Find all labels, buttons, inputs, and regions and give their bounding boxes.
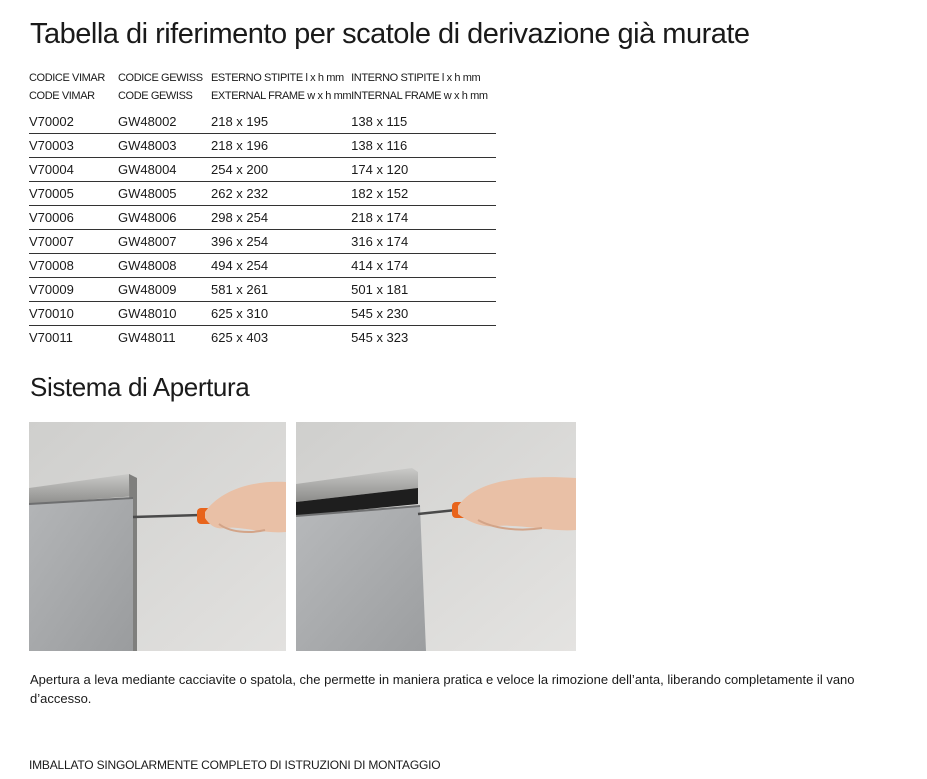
table-row xyxy=(29,182,496,206)
cell-code-vimar: V70008 xyxy=(29,254,118,278)
cell-internal-frame: 138 x 115 xyxy=(351,110,496,134)
cell-external-frame: 625 x 403 xyxy=(211,330,269,345)
cell-internal-frame: 545 x 323 xyxy=(351,330,409,345)
photo-lever-closed xyxy=(29,422,286,651)
column-header-gewiss xyxy=(118,69,211,110)
cell-external-frame: 581 x 261 xyxy=(211,278,351,302)
cell-internal-frame: 501 x 181 xyxy=(351,278,496,302)
cell-code-vimar: V70006 xyxy=(29,206,118,230)
cell-internal-frame: 316 x 174 xyxy=(351,230,496,254)
header-label-en: CODE GEWISS xyxy=(118,90,193,102)
cell-code-vimar: V70007 xyxy=(29,230,118,254)
cover-panel xyxy=(296,506,426,651)
cell-internal-frame: 545 x 230 xyxy=(351,302,496,326)
table-row xyxy=(29,326,496,350)
header-label-it: CODICE VIMAR xyxy=(29,72,105,84)
header-label-it: ESTERNO STIPITE l x h mm xyxy=(211,72,344,84)
cell-code-gewiss: GW48010 xyxy=(118,302,211,326)
cell-internal-frame: 138 x 116 xyxy=(351,134,496,158)
cover-panel xyxy=(29,498,133,651)
cell-code-vimar: V70004 xyxy=(29,158,118,182)
cell-code-gewiss: GW48002 xyxy=(118,110,211,134)
description: Apertura a leva mediante cacciavite o spatola, che permette in maniera pratica e veloce la rimozione dell’anta, liberando completamente il vano d’accesso. xyxy=(30,672,855,706)
cell-internal-frame: 182 x 152 xyxy=(351,182,496,206)
header-label-it: INTERNO STIPITE l x h mm xyxy=(351,72,481,84)
cell-code-gewiss: GW48004 xyxy=(118,158,211,182)
cell-code-vimar: V70010 xyxy=(29,302,118,326)
page-title: Tabella di riferimento per scatole di derivazione già murate xyxy=(30,18,750,50)
reference-table xyxy=(29,69,496,349)
cell-code-vimar: V70002 xyxy=(29,110,118,134)
cell-external-frame: 494 x 254 xyxy=(211,254,351,278)
header-label-en: INTERNAL FRAME w x h mm xyxy=(351,90,488,102)
photo-lever-open xyxy=(296,422,576,651)
table-row xyxy=(29,134,496,158)
cell-external-frame: 218 x 196 xyxy=(211,134,351,158)
cell-code-gewiss: GW48011 xyxy=(118,330,176,345)
photo-lever-closed-illustration xyxy=(29,422,286,651)
cell-external-frame: 396 x 254 xyxy=(211,230,351,254)
cell-code-gewiss: GW48008 xyxy=(118,254,211,278)
cell-external-frame: 262 x 232 xyxy=(211,182,351,206)
table-header-row xyxy=(29,69,496,110)
cell-external-frame: 625 x 310 xyxy=(211,302,351,326)
header-label-it: CODICE GEWISS xyxy=(118,72,203,84)
table-body xyxy=(29,110,496,349)
column-header-vimar xyxy=(29,69,118,110)
table-row xyxy=(29,230,496,254)
cell-code-gewiss: GW48009 xyxy=(118,278,211,302)
cell-internal-frame: 218 x 174 xyxy=(351,206,496,230)
section-title: Sistema di Apertura xyxy=(30,372,250,402)
packaging-note: IMBALLATO SINGOLARMENTE COMPLETO DI ISTRUZIONI DI MONTAGGIO xyxy=(29,758,441,772)
table-row xyxy=(29,206,496,230)
cell-external-frame: 254 x 200 xyxy=(211,158,351,182)
cell-code-vimar: V70003 xyxy=(29,134,118,158)
cell-internal-frame: 174 x 120 xyxy=(351,158,496,182)
cell-code-gewiss: GW48007 xyxy=(118,230,211,254)
header-label-en: EXTERNAL FRAME w x h mm xyxy=(211,90,352,102)
column-header-external-frame xyxy=(211,69,351,110)
cell-code-vimar: V70005 xyxy=(29,182,118,206)
table-row xyxy=(29,302,496,326)
cell-code-gewiss: GW48005 xyxy=(118,182,211,206)
cell-external-frame: 298 x 254 xyxy=(211,206,351,230)
column-header-internal-frame xyxy=(351,69,496,110)
cell-code-vimar: V70009 xyxy=(29,278,118,302)
cell-external-frame: 218 x 195 xyxy=(211,110,351,134)
table-row xyxy=(29,158,496,182)
table-row xyxy=(29,254,496,278)
header-label-en: CODE VIMAR xyxy=(29,90,95,102)
cell-code-gewiss: GW48006 xyxy=(118,206,211,230)
cell-code-vimar: V70011 xyxy=(29,330,73,345)
cell-code-gewiss: GW48003 xyxy=(118,134,211,158)
table-row xyxy=(29,110,496,134)
photo-lever-open-illustration xyxy=(296,422,576,651)
cell-internal-frame: 414 x 174 xyxy=(351,254,496,278)
table-row xyxy=(29,278,496,302)
